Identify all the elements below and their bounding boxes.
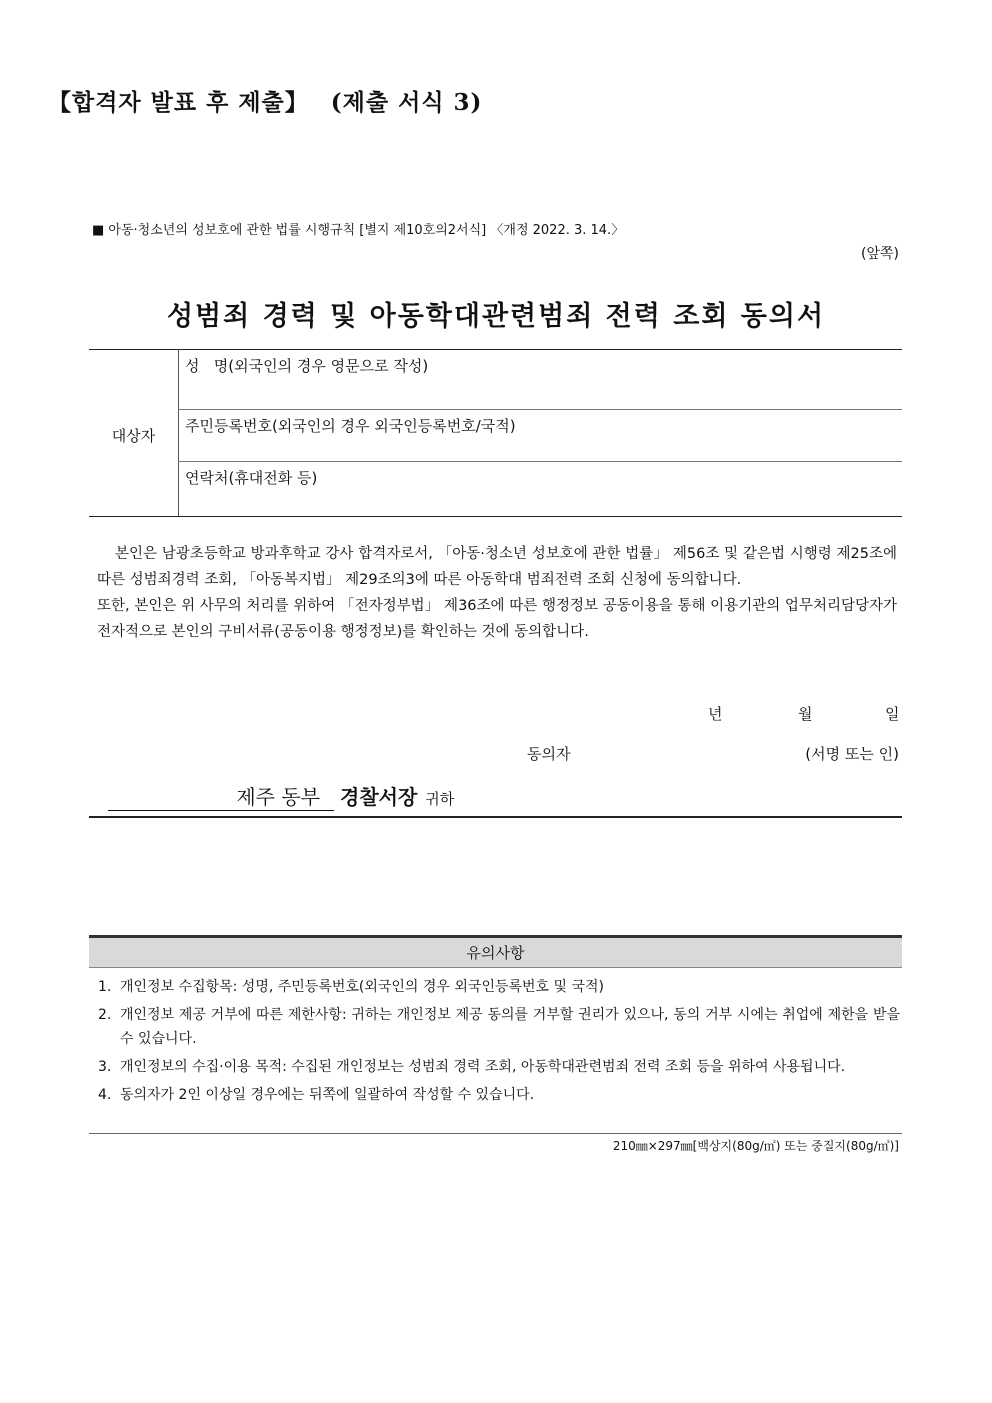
consent-body [97, 541, 897, 645]
notes-bottom-border [89, 1133, 902, 1134]
signature-field[interactable]: (서명 또는 인) [805, 745, 899, 763]
side-label: (앞쪽) [861, 246, 899, 262]
addressee-honorific: 귀하 [425, 790, 455, 808]
consent-paragraph-2: 또한, 본인은 위 사무의 처리를 위하여 「전자정부법」 제36조에 따른 행정정보 공동이용을 통해 이용기관의 업무처리담당자가 전자적으로 본인의 구비서류(공동이용 행정정보)를 확인하는 것에 동의합니다. [97, 598, 897, 640]
notes-title: 유의사항 [89, 935, 902, 968]
notes-item: 1. 개인정보 수집항목: 성명, 주민등록번호(외국인의 경우 외국인등록번호 및 국적) [98, 979, 605, 995]
notes-item: 2. 개인정보 제공 거부에 따른 제한사항: 귀하는 개인정보 제공 동의를 거부할 권리가 있으나, 동의 거부 시에는 취업에 제한을 받을 수 있습니다. [98, 1007, 900, 1047]
notes-item: 4. 동의자가 2인 이상일 경우에는 뒤쪽에 일괄하여 작성할 수 있습니다. [98, 1087, 535, 1103]
notes-item: 3. 개인정보의 수집·이용 목적: 수집된 개인정보는 성범죄 경력 조회, 아동학대관련범죄 전력 조회 등을 위하여 사용됩니다. [98, 1059, 846, 1075]
row-divider [178, 461, 902, 462]
date-month: 월 [798, 705, 813, 723]
submission-header [48, 84, 482, 117]
consent-paragraph-1: 본인은 남광초등학교 방과후학교 강사 합격자로서, 「아동·청소년 성보호에 관한 법률」 제56조 및 같은법 시행령 제25조에 따른 성범죄경력 조회, 「아동복지법」 제29조의3에 따른 아동학대 범죄전력 조회 신청에 동의합니다. [97, 546, 897, 588]
table-top-border [89, 349, 902, 350]
document-title: 성범죄 경력 및 아동학대관련범죄 전력 조회 동의서 [166, 301, 826, 332]
addressee-region: 제주 동부 [108, 781, 334, 811]
header-sub: (제출 서식 3) [330, 89, 483, 116]
target-label: 대상자 [111, 427, 156, 445]
addressee-station: 경찰서장 [340, 785, 418, 809]
date-year: 년 [708, 705, 723, 723]
section-divider [89, 816, 902, 818]
paper-spec: 210㎜×297㎜[백상지(80g/㎡) 또는 중질지(80g/㎡)] [612, 1139, 899, 1153]
table-column-divider [178, 349, 179, 516]
addressee [108, 781, 454, 811]
table-bottom-border [89, 516, 902, 517]
legal-basis: ■ 아동·청소년의 성보호에 관한 법률 시행규칙 [별지 제10호의2서식] 〈개정 2022. 3. 14.〉 [92, 223, 625, 238]
row-divider [178, 409, 902, 410]
notes-list [98, 975, 900, 1111]
name-field[interactable]: 성 명(외국인의 경우 영문으로 작성) [185, 357, 429, 375]
date-day: 일 [885, 705, 900, 723]
header-main: 【합격자 발표 후 제출】 [48, 89, 309, 116]
consenter-label: 동의자 [527, 745, 571, 763]
resident-number-field[interactable]: 주민등록번호(외국인의 경우 외국인등록번호/국적) [185, 417, 516, 435]
contact-field[interactable]: 연락처(휴대전화 등) [185, 469, 318, 487]
